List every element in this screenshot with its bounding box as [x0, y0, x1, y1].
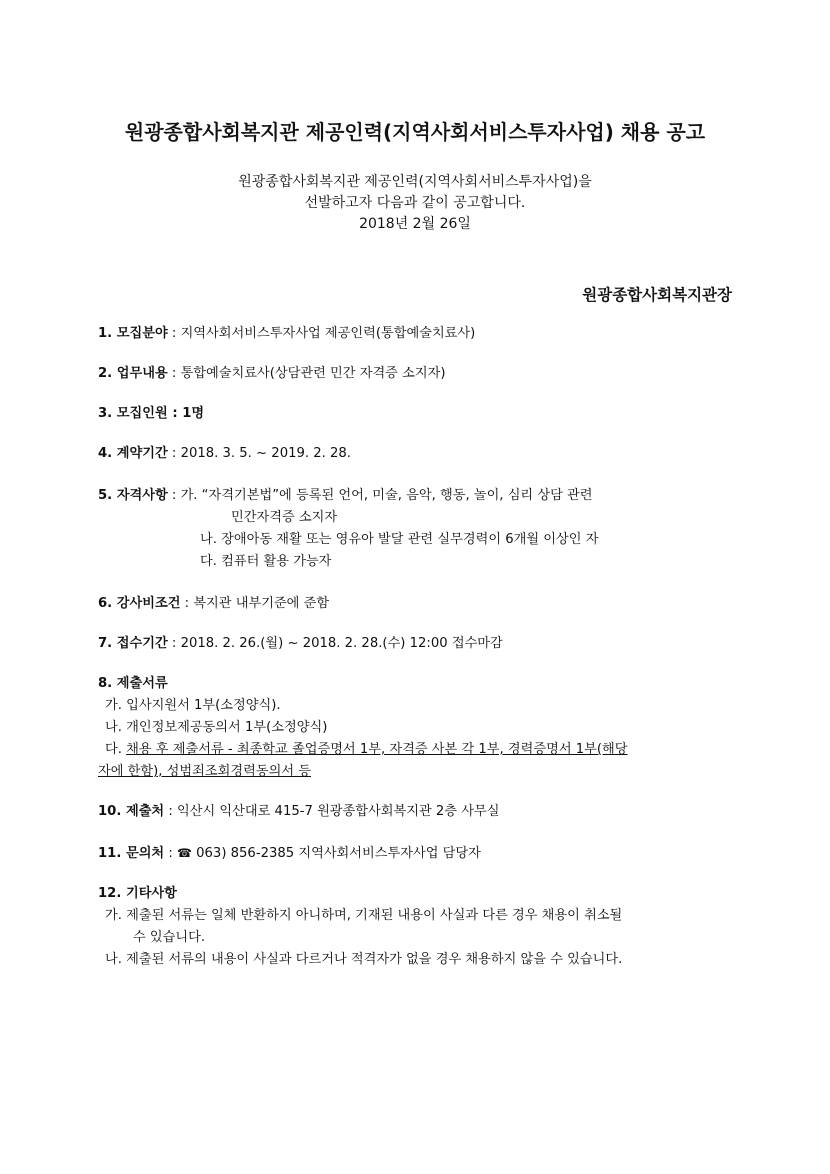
qualification-b: 나. 장애아동 재활 또는 영유아 발달 관련 실무경력이 6개월 이상인 자	[200, 532, 599, 547]
section-label: 8. 제출서류	[98, 676, 168, 691]
phone-icon: ☎	[177, 846, 192, 860]
qualification-a-cont: 민간자격증 소지자	[231, 510, 338, 525]
section-label: 11. 문의처	[98, 846, 165, 861]
signer: 원광종합사회복지관장	[582, 286, 732, 304]
section-value: 통합예술치료사(상담관련 민간 자격증 소지자)	[180, 366, 446, 381]
document-c-text: 채용 후 제출서류 - 최종학교 졸업증명서 1부, 자격증 사본 각 1부, 경력증명서 1부(해당	[126, 742, 628, 757]
section-label: 3. 모집인원	[98, 406, 168, 421]
section-contact: 11. 문의처 : ☎ 063) 856-2385 지역사회서비스투자사업 담당자	[98, 846, 481, 861]
other-a: 가. 제출된 서류는 일체 반환하지 아니하며, 기재된 내용이 사실과 다른 경우 채용이 취소될	[105, 908, 623, 923]
section-label: 1. 모집분야	[98, 326, 168, 341]
section-value: 지역사회서비스투자사업 제공인력(통합예술치료사)	[180, 326, 476, 341]
section-label: 7. 접수기간	[98, 636, 168, 651]
section-value: 익산시 익산대로 415-7 원광종합사회복지관 2층 사무실	[177, 804, 500, 819]
section-label: 10. 제출처	[98, 804, 165, 819]
section-instructor-fee: 6. 강사비조건 : 복지관 내부기준에 준함	[98, 596, 330, 611]
section-label: 6. 강사비조건	[98, 596, 181, 611]
intro-line-2: 선발하고자 다음과 같이 공고합니다.	[304, 195, 526, 211]
section-value: 2018. 3. 5. ~ 2019. 2. 28.	[180, 446, 351, 461]
document-c-cont: 자에 한함), 성범죄조회경력동의서 등	[98, 764, 311, 779]
intro	[0, 172, 830, 235]
intro-line-1: 원광종합사회복지관 제공인력(지역사회서비스투자사업)을	[238, 174, 592, 190]
section-job-duties: 2. 업무내용 : 통합예술치료사(상담관련 민간 자격증 소지자)	[98, 366, 446, 381]
other-a-cont: 수 있습니다.	[133, 930, 206, 945]
section-submission-place: 10. 제출처 : 익산시 익산대로 415-7 원광종합사회복지관 2층 사무실	[98, 804, 500, 819]
section-label: 4. 계약기간	[98, 446, 168, 461]
section-documents	[98, 672, 168, 691]
document-a: 가. 입사지원서 1부(소정양식).	[105, 698, 281, 713]
section-value: 2018. 2. 26.(월) ~ 2018. 2. 28.(수) 12:00 접수마감	[180, 636, 503, 651]
announcement-date: 2018년 2월 26일	[359, 216, 471, 232]
page-title: 원광종합사회복지관 제공인력(지역사회서비스투자사업) 채용 공고	[124, 120, 706, 144]
other-b: 나. 제출된 서류의 내용이 사실과 다르거나 적격자가 없을 경우 채용하지 않을 수 있습니다.	[105, 952, 623, 967]
section-value: 복지관 내부기준에 준함	[193, 596, 330, 611]
qualification-a: 가. “자격기본법”에 등록된 언어, 미술, 음악, 행동, 놀이, 심리 상담 관련	[180, 488, 593, 503]
section-value: 063) 856-2385 지역사회서비스투자사업 담당자	[191, 846, 481, 861]
document-c: 다. 채용 후 제출서류 - 최종학교 졸업증명서 1부, 자격증 사본 각 1부, 경력증명서 1부(해당	[105, 742, 628, 757]
section-label: 5. 자격사항	[98, 488, 168, 503]
section-label: 2. 업무내용	[98, 366, 168, 381]
section-label: 12. 기타사항	[98, 886, 177, 901]
document-b: 나. 개인정보제공동의서 1부(소정양식)	[105, 720, 328, 735]
section-headcount: 3. 모집인원 : 1명	[98, 406, 205, 421]
qualification-c: 다. 컴퓨터 활용 가능자	[200, 554, 332, 569]
section-application-period: 7. 접수기간 : 2018. 2. 26.(월) ~ 2018. 2. 28.(수) 12:00 접수마감	[98, 636, 503, 651]
section-value: 1명	[182, 406, 205, 421]
section-other	[98, 882, 177, 901]
section-recruitment-field: 1. 모집분야 : 지역사회서비스투자사업 제공인력(통합예술치료사)	[98, 326, 476, 341]
section-qualifications: 5. 자격사항 : 가. “자격기본법”에 등록된 언어, 미술, 음악, 행동, 놀이, 심리 상담 관련	[98, 488, 593, 503]
section-contract-period: 4. 계약기간 : 2018. 3. 5. ~ 2019. 2. 28.	[98, 446, 351, 461]
